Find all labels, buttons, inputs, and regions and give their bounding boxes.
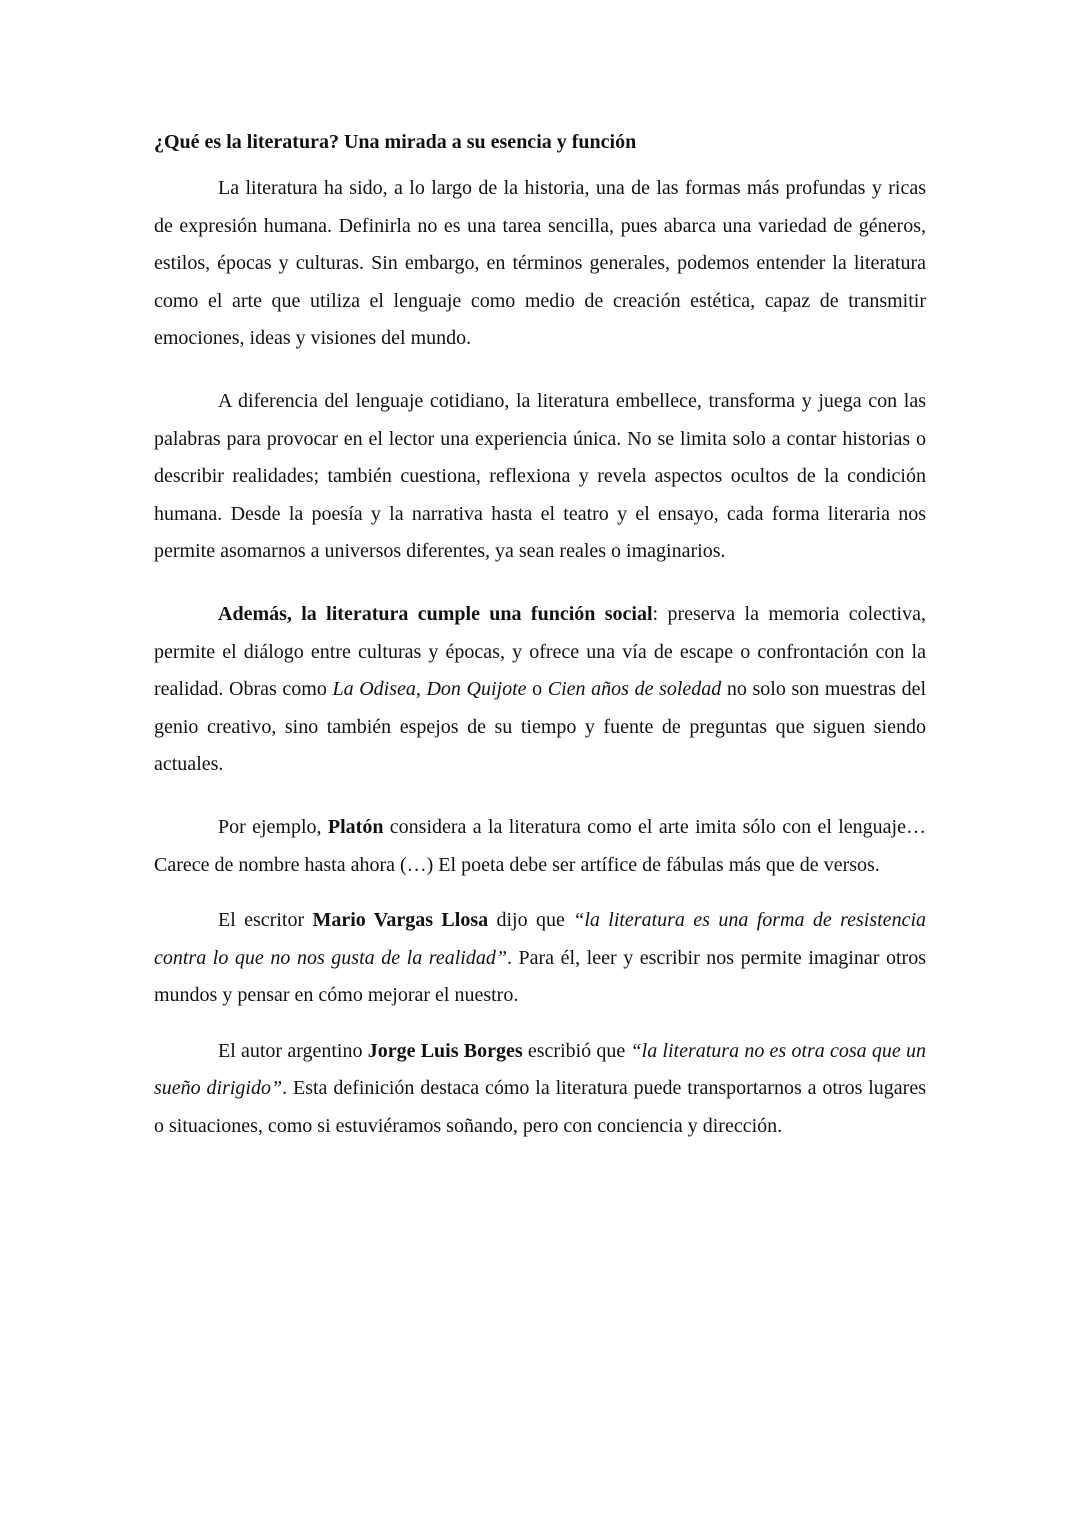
text-segment: considera a la literatura como el arte imita sólo con el lenguaje… Carece de nombre hasta ahora (…) El poeta debe ser artífice de fábulas más que de versos. (154, 815, 926, 876)
text-segment: , (415, 678, 427, 701)
paragraph-platon (154, 809, 926, 884)
author-name: Mario Vargas Llosa (312, 909, 489, 932)
document-page (154, 126, 926, 1164)
text-segment: o (526, 678, 548, 701)
text-segment: no solo son muestras del genio creativo, sino también espejos de su tiempo y fuente de preguntas que siguen siendo actuales. (154, 678, 927, 776)
quote: “la literatura no es otra cosa que un sueño dirigido” (154, 1039, 927, 1100)
text-segment: Por ejemplo, (218, 815, 328, 838)
work-title: Don Quijote (426, 678, 527, 701)
quote: “la literatura es una forma de resistencia contra lo que no nos gusta de la realidad” (154, 909, 926, 969)
text-segment: El escritor (218, 909, 313, 932)
text-segment: escribió que (522, 1039, 631, 1062)
page-title: ¿Qué es la literatura? Una mirada a su esencia y función (154, 131, 637, 153)
paragraph-social-function (154, 596, 926, 784)
text-segment: dijo que (488, 909, 574, 932)
text-segment: . Para él, leer y escribir nos permite imaginar otros mundos y pensar en cómo mejorar el nuestro. (154, 946, 926, 1007)
paragraph-vargas-llosa (154, 902, 926, 1015)
bold-lead: Además, la literatura cumple una función social (218, 602, 653, 625)
paragraph-borges (154, 1033, 926, 1146)
work-title: La Odisea (332, 678, 416, 701)
text-segment: El autor argentino (218, 1039, 368, 1062)
paragraph-definition: La literatura ha sido, a lo largo de la historia, una de las formas más profundas y ricas de expresión humana. Definirla no es una tarea sencilla, pues abarca una variedad de géneros, estilos, épocas y culturas. Sin embargo, en términos generales, podemos entender la literatura como el arte que utiliza el lenguaje como medio de creación estética, capaz de transmitir emociones, ideas y visiones del mundo. (154, 177, 926, 350)
work-title: Cien años de soledad (547, 678, 722, 701)
paragraph-language: A diferencia del lenguaje cotidiano, la literatura embellece, transforma y juega con las palabras para provocar en el lector una experiencia única. No se limita solo a contar historias o describir realidades; también cuestiona, reflexiona y revela aspectos ocultos de la condición humana. Desde la poesía y la narrativa hasta el teatro y el ensayo, cada forma literaria nos permite asomarnos a universos diferentes, ya sean reales o imaginarios. (154, 389, 926, 563)
text-segment: : preserva la memoria colectiva, permite el diálogo entre culturas y épocas, y ofrece una vía de escape o confrontación con la realidad. Obras como (154, 602, 926, 701)
author-name: Platón (327, 815, 384, 838)
author-name: Jorge Luis Borges (367, 1039, 523, 1062)
text-segment: . Esta definición destaca cómo la literatura puede transportarnos a otros lugares o situaciones, como si estuviéramos soñando, pero con conciencia y dirección. (154, 1077, 926, 1138)
